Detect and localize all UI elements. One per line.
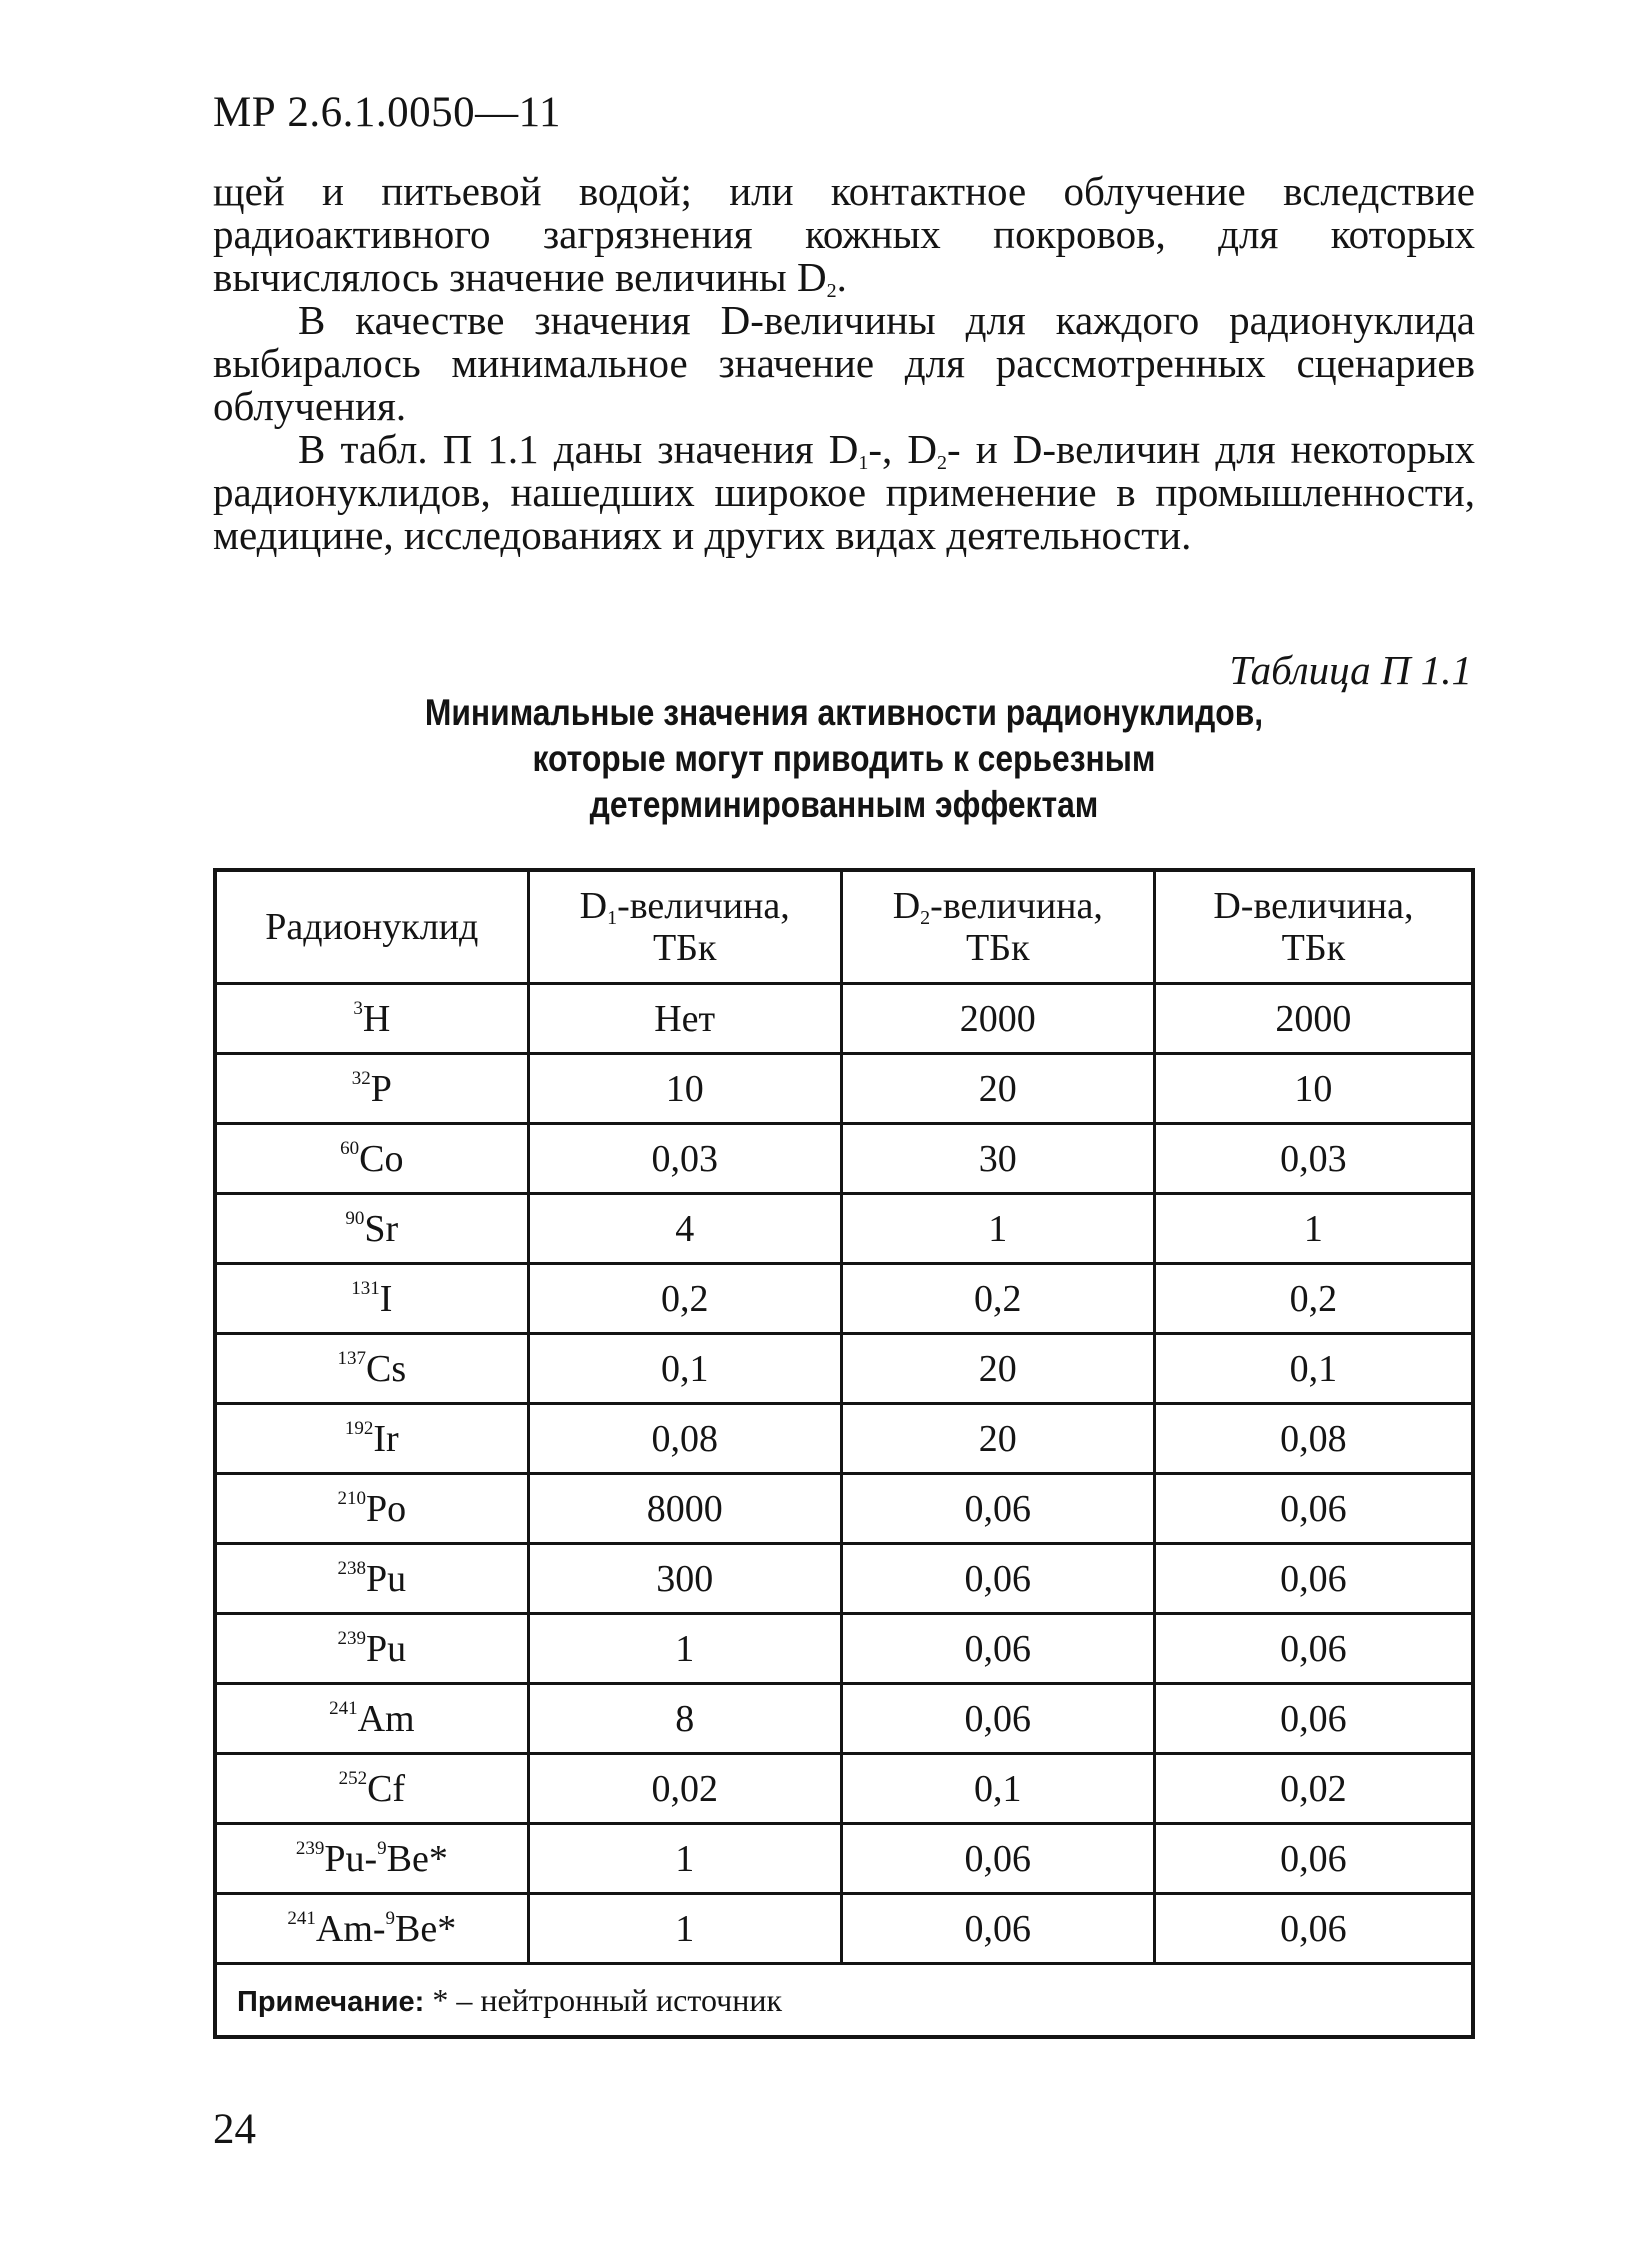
cell-d2: 0,06 [841,1614,1154,1684]
document-code: МР 2.6.1.0050—11 [213,89,562,136]
mass-number: 239 [295,1837,325,1859]
cell-d2: 30 [841,1124,1154,1194]
cell-d: 0,03 [1154,1124,1473,1194]
table-caption: Таблица П 1.1 [1229,647,1472,693]
cell-d1: 4 [528,1194,841,1264]
cell-radionuclide [215,1054,528,1124]
cell-radionuclide [215,1264,528,1334]
element-symbol: P [370,1067,392,1110]
element-symbol: Cs [366,1347,407,1390]
cell-radionuclide [215,984,528,1054]
paragraph-2: В качестве значения D-величины для каждого радионуклида выбиралось минимальное значение для рассмотренных сценариев облучения. [213,297,1475,429]
table-row [215,1684,1473,1754]
element-symbol: Sr [364,1207,399,1250]
cell-radionuclide [215,1404,528,1474]
cell-d: 0,06 [1154,1474,1473,1544]
mass-number: 137 [337,1347,366,1369]
cell-d2: 0,06 [841,1824,1154,1894]
cell-d: 2000 [1154,984,1473,1054]
radionuclide-table [213,868,1475,2039]
table-row [215,1334,1473,1404]
table-row [215,1894,1473,1964]
element-symbol: Ir [373,1417,399,1460]
mass-number: 131 [351,1277,380,1299]
table-row [215,1264,1473,1334]
note-row [215,1964,1473,2038]
cell-d: 0,06 [1154,1684,1473,1754]
cell-d2: 20 [841,1404,1154,1474]
table-row [215,984,1473,1054]
cell-d: 0,02 [1154,1754,1473,1824]
table-title [301,690,1386,828]
cell-radionuclide [215,1754,528,1824]
mass-number: 9 [377,1837,387,1859]
page-number: 24 [213,2106,256,2153]
table-row [215,1124,1473,1194]
cell-d1: 1 [528,1824,841,1894]
table-row [215,1544,1473,1614]
cell-d2: 1 [841,1194,1154,1264]
cell-d2: 20 [841,1334,1154,1404]
element-symbol: Po [366,1487,407,1530]
cell-radionuclide [215,1684,528,1754]
cell-radionuclide [215,1544,528,1614]
paragraph-3: В табл. П 1.1 даны значения $D_1-$, $D_2-$ и D-величин для некоторых радионуклидов, нашедших широкое применение в промышленности, медицине, исследованиях и других видах деятельности. [213,426,1476,558]
mass-number: 90 [345,1207,365,1229]
table-row [215,1824,1473,1894]
header-d1: $D_1$-величина, ТБк [528,870,841,984]
mass-number: 60 [340,1137,360,1159]
element-symbol: Am- [315,1907,386,1950]
mass-number: 239 [337,1627,366,1649]
cell-d2: 2000 [841,984,1154,1054]
cell-radionuclide [215,1824,528,1894]
element-symbol: I [379,1277,393,1320]
mass-number: 210 [337,1487,366,1509]
cell-d1: 10 [528,1054,841,1124]
cell-d: 0,08 [1154,1404,1473,1474]
mass-number: 3 [353,997,363,1019]
element-symbol: Be* [386,1837,448,1880]
cell-d: 10 [1154,1054,1473,1124]
cell-d1: 0,1 [528,1334,841,1404]
table-row [215,1054,1473,1124]
table-title-line: Минимальные значения активности радионуклидов, [424,692,1264,733]
cell-d: 0,1 [1154,1334,1473,1404]
cell-d1: 1 [528,1894,841,1964]
cell-radionuclide [215,1894,528,1964]
cell-d2: 0,06 [841,1684,1154,1754]
cell-d1: 0,02 [528,1754,841,1824]
cell-d: 1 [1154,1194,1473,1264]
element-symbol: Am [357,1697,415,1740]
cell-d1: 300 [528,1544,841,1614]
table-row [215,1194,1473,1264]
cell-d: 0,06 [1154,1894,1473,1964]
element-symbol: Cf [367,1767,406,1810]
cell-d1: 0,03 [528,1124,841,1194]
cell-d1: 8000 [528,1474,841,1544]
table-body [215,984,1473,1964]
element-symbol: Pu [366,1627,407,1670]
cell-d2: 0,1 [841,1754,1154,1824]
mass-number: 241 [329,1697,358,1719]
mass-number: 252 [338,1767,368,1789]
cell-radionuclide [215,1124,528,1194]
mass-number: 32 [351,1067,371,1089]
cell-d1: 8 [528,1684,841,1754]
cell-d: 0,06 [1154,1824,1473,1894]
element-symbol: Co [359,1137,404,1180]
table-row [215,1404,1473,1474]
mass-number: 238 [337,1557,366,1579]
table-header-row [215,870,1473,984]
cell-d2: 0,2 [841,1264,1154,1334]
table-title-line: которые могут приводить к серьезным [532,738,1156,779]
cell-d2: 0,06 [841,1544,1154,1614]
note-text: * – нейтронный источник [424,1981,782,2018]
table-title-line: детерминированным эффектам [589,784,1099,825]
table-note [215,1964,1473,2038]
table-row [215,1474,1473,1544]
cell-d2: 0,06 [841,1474,1154,1544]
mass-number: 192 [344,1417,374,1439]
body-text [213,170,1475,557]
table-row [215,1614,1473,1684]
cell-d2: 0,06 [841,1894,1154,1964]
cell-d1: Нет [528,984,841,1054]
cell-radionuclide [215,1334,528,1404]
header-d2: $D_2$-величина, ТБк [841,870,1154,984]
cell-d1: 1 [528,1614,841,1684]
header-d: D-величина, ТБк [1154,870,1473,984]
cell-d2: 20 [841,1054,1154,1124]
cell-d1: 0,2 [528,1264,841,1334]
cell-d1: 0,08 [528,1404,841,1474]
element-symbol: Pu- [324,1837,378,1880]
cell-radionuclide [215,1474,528,1544]
element-symbol: H [362,997,391,1040]
cell-d: 0,06 [1154,1614,1473,1684]
mass-number: 9 [385,1907,396,1929]
element-symbol: Pu [366,1557,407,1600]
cell-d: 0,2 [1154,1264,1473,1334]
table-row [215,1754,1473,1824]
paragraph-1: щей и питьевой водой; или контактное облучение вследствие радиоактивного загрязнения кожных покровов, для которых вычислялось значение величины $D_2$. [213,168,1475,302]
header-radionuclide: Радионуклид [215,870,528,984]
cell-d: 0,06 [1154,1544,1473,1614]
cell-radionuclide [215,1614,528,1684]
mass-number: 241 [287,1907,316,1929]
cell-radionuclide [215,1194,528,1264]
note-label: Примечание: [237,1985,425,2018]
element-symbol: Be* [395,1907,457,1950]
